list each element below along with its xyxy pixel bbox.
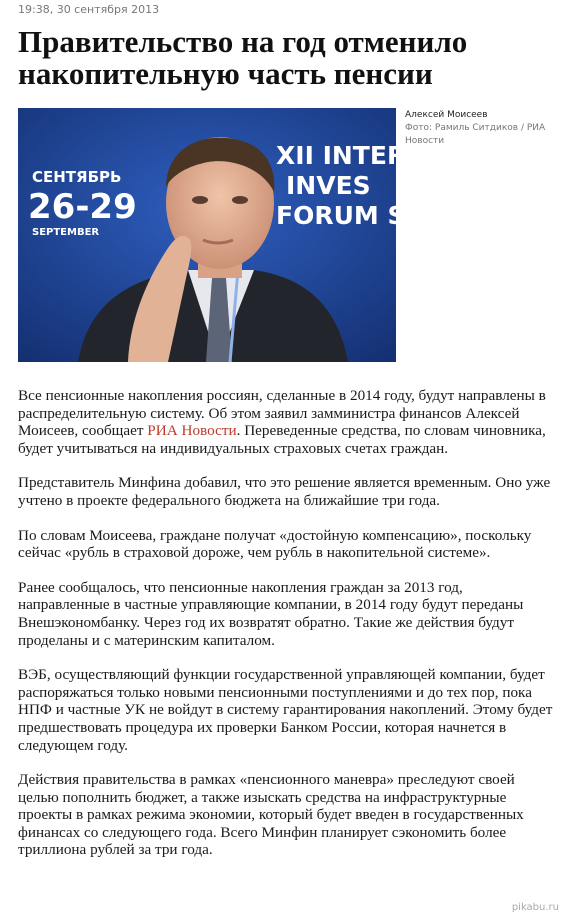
paragraph-3: По словам Моисеева, граждане получат «достойную компенсацию», поскольку сейчас «рубль в страховой дороже, чем рубль в накопительной системе». (18, 526, 532, 562)
sign-dates: 26-29 (28, 187, 137, 227)
eye-right (232, 196, 248, 204)
pikabu-watermark: pikabu.ru (511, 902, 559, 913)
paragraph-1 (18, 387, 558, 457)
paragraph-6: Действия правительства в рамках «пенсионного маневра» преследуют своей целью пополнить бюджет, а также изыскать средства на инфраструктурные проекты в рамках режима экономии, который будет введен в государственных финансах со следующего года. Всего Минфин планирует сэкономить более триллиона рублей за три года. (18, 771, 524, 859)
sign-month-en: SEPTEMBER (32, 227, 100, 238)
sign-forum-line2: INVES (286, 171, 371, 200)
paragraph-1-text-end: . Переведенные средства, по словам чиновника, будет учитываться на индивидуальных страховых счетах граждан. (18, 422, 546, 457)
paragraph-2: Представитель Минфина добавил, что это решение является временным. Оно уже учтено в проекте федерального бюджета на ближайшие три года. (18, 474, 551, 509)
article-photo (18, 108, 427, 362)
photo-illustration (18, 108, 427, 362)
caption-name: Алексей Моисеев (405, 110, 488, 120)
publish-date: 19:38, 30 сентября 2013 (18, 3, 160, 16)
article-headline: Правительство на год отменило накопительную часть пенсии (18, 24, 468, 91)
article-body (18, 387, 558, 876)
paragraph-1-text: Все пенсионные накопления россиян, сделанные в 2014 году, будут направлены в распределительную систему. Об этом заявил замминистра финансов Алексей Моисеев, сообщает (18, 387, 546, 440)
paragraph-5: ВЭБ, осуществляющий функции государственной управляющей компании, будет распоряжаться только новыми пенсионными поступлениями и до тех пор, пока НПФ и частные УК не войдут в систему гарантирования накоплений. Этому будет предшествовать процедура их проверки Банком России, которая начнется в следующем году. (18, 666, 553, 754)
ria-novosti-link[interactable]: РИА Новости (147, 422, 237, 440)
paragraph-4: Ранее сообщалось, что пенсионные накопления граждан за 2013 год, направленные в частные управляющие компании, в 2014 году будут переданы Внешэкономбанку. Через год их возвратят обратно. Такие же действия будут проделаны и с материнским капиталом. (18, 578, 524, 649)
eye-left (192, 196, 208, 204)
sign-forum-line3: FORUM SO (276, 201, 427, 230)
sign-month: СЕНТЯБРЬ (32, 168, 122, 186)
sign-forum-line1: XII INTER (276, 141, 407, 170)
photo-caption (405, 109, 555, 148)
caption-credit: Фото: Рамиль Ситдиков / РИА Новости (405, 123, 546, 146)
